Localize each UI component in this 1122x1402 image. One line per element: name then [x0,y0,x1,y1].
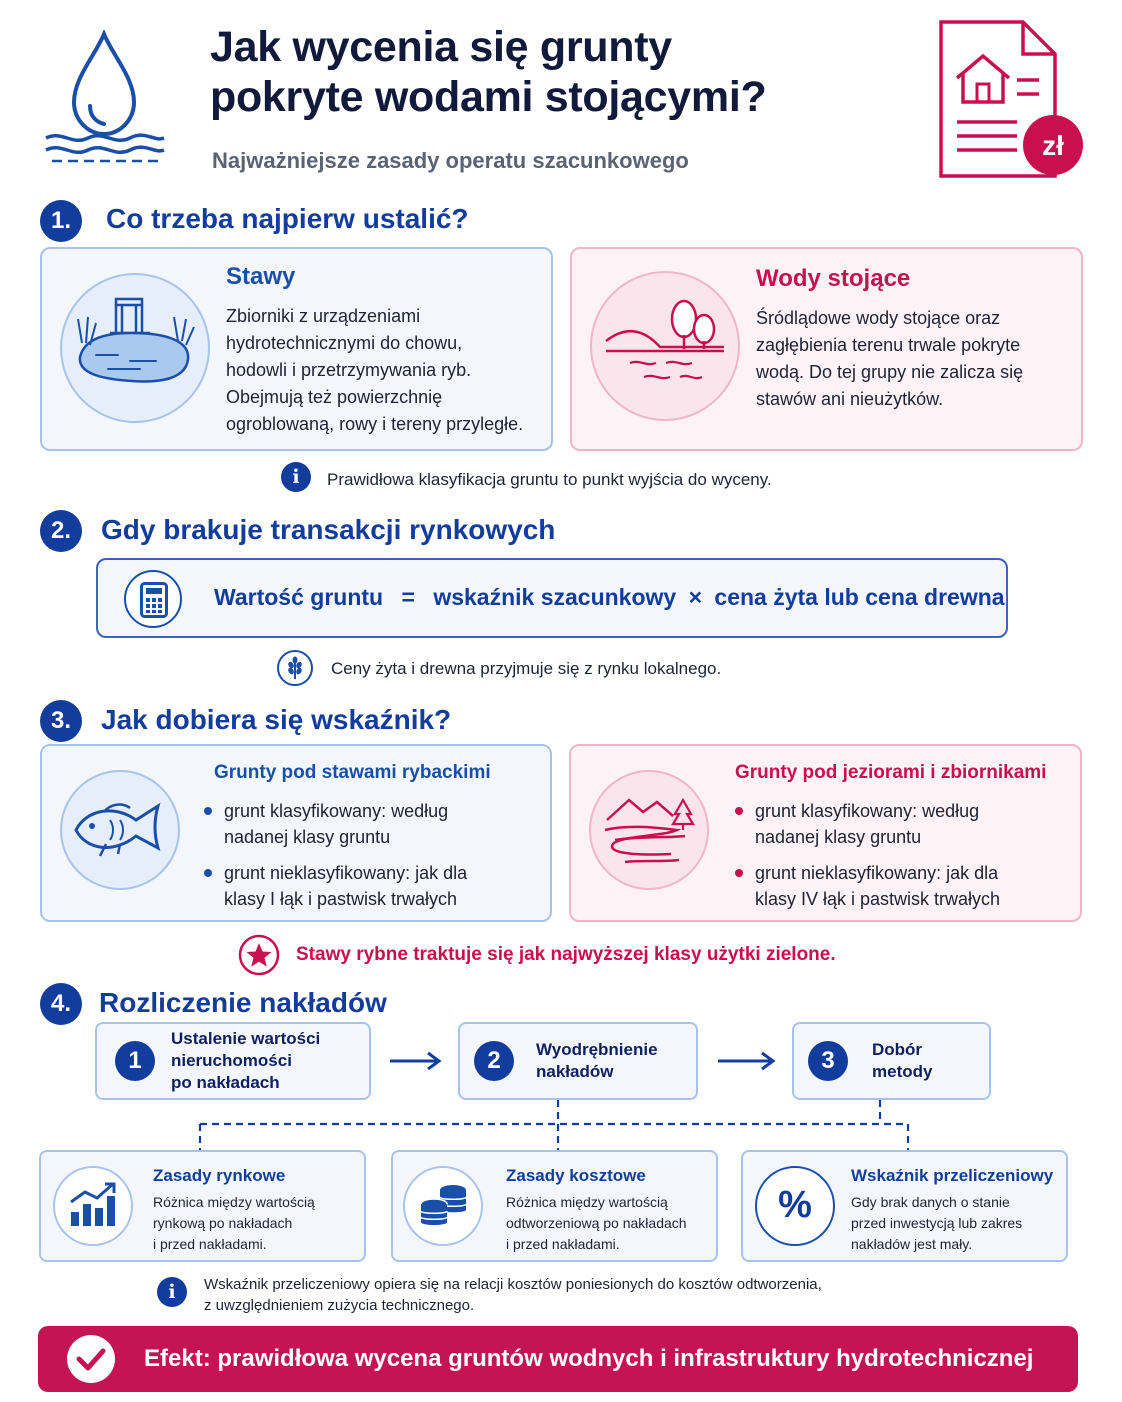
section1-note: Prawidłowa klasyfikacja gruntu to punkt wyjścia do wyceny. [327,470,772,489]
pond-icon [70,289,200,409]
method-title: Zasady rynkowe [153,1166,286,1185]
stawy-card [40,247,553,451]
section-number: 2. [40,510,82,552]
stawy-rybackie-card [40,744,552,922]
list-item: grunt klasyfikowany: według nadanej klasy gruntu [202,798,532,850]
fish-icon [70,796,170,866]
section-number: 4. [40,983,82,1025]
step-label: Dobór metody [872,1040,933,1081]
card-text: Śródlądowe wody stojące oraz zagłębienia terenu trwale pokryte wodą. Do tej grupy nie zalicza się stawów ani nieużytków. [756,308,1024,409]
card-text: Zbiorniki z urządzeniami hydrotechnicznymi do chowu, hodowli i przetrzymywania ryb. Obejmują też powierzchnię ogroblowaną, rowy i tereny przyległe. [226,306,524,434]
formula-box [96,558,1008,638]
list-item: grunt nieklasyfikowany: jak dla klasy IV łąk i pastwisk trwałych [733,860,1063,912]
card-title: Grunty pod jeziorami i zbiornikami [735,762,1047,783]
method-title: Zasady kosztowe [506,1166,646,1185]
calculator-icon [140,582,168,618]
effect-text: Efekt: prawidłowa wycena gruntów wodnych i infrastruktury hydrotechnicznej [144,1345,1034,1372]
method-text: Różnica między wartością rynkową po nakładach i przed nakładami. [153,1194,315,1252]
currency-badge: zł [1042,130,1064,161]
step-label: Wyodrębnienie nakładów [536,1040,658,1081]
section2-note: Ceny żyta i drewna przyjmuje się z rynku lokalnego. [331,659,722,678]
check-circle-icon [66,1334,116,1384]
step-2 [458,1022,698,1100]
step-1 [95,1022,371,1100]
page-subtitle: Najważniejsze zasady operatu szacunkowego [212,148,689,173]
section-number: 1. [40,200,82,242]
info-icon: i [281,462,311,492]
highlight-note: Stawy rybne traktuje się jak najwyższej klasy użytki zielone. [296,944,836,965]
arrow-right-icon [716,1050,778,1072]
mountain-lake-icon [599,790,699,870]
percent-icon: % [778,1184,812,1226]
card-title: Stawy [226,263,296,290]
method-card-cost [391,1150,718,1262]
star-icon [238,934,280,976]
section-title: Jak dobiera się wskaźnik? [101,704,452,735]
card-title: Wody stojące [756,265,911,292]
section-number: 3. [40,700,82,742]
method-title: Wskaźnik przeliczeniowy [851,1166,1054,1185]
list-item: grunt nieklasyfikowany: jak dla klasy I łąk i pastwisk trwałych [202,860,532,912]
list-item: grunt klasyfikowany: według nadanej klasy gruntu [733,798,1063,850]
section4-note: Wskaźnik przeliczeniowy opiera się na relacji kosztów poniesionych do kosztów odtworzenia, z uwzględnieniem zużycia technicznego. [204,1276,822,1314]
section-title: Co trzeba najpierw ustalić? [106,203,469,234]
jeziora-zbiorniki-card [569,744,1082,922]
chart-up-icon [67,1180,119,1228]
info-icon: i [157,1277,187,1307]
criteria-list [202,798,532,922]
page-title: Jak wycenia się grunty pokryte wodami stojącymi? [210,23,767,121]
step-3 [792,1022,991,1100]
step-number: 2 [474,1041,514,1081]
effect-banner [38,1326,1078,1392]
lake-tree-icon [600,289,730,409]
wheat-icon [286,656,304,680]
document-house-price-icon [935,18,1090,188]
method-card-market [39,1150,366,1262]
criteria-list [733,798,1063,922]
connector-lines [190,1100,920,1152]
step-number: 3 [808,1041,848,1081]
wody-stojace-card [570,247,1083,451]
arrow-right-icon [388,1050,444,1072]
coins-icon [417,1180,471,1230]
water-drop-icon [40,30,170,170]
method-text: Różnica między wartością odtworzeniową po nakładach i przed nakładami. [506,1194,687,1252]
card-title: Grunty pod stawami rybackimi [214,762,491,783]
formula-text: Wartość gruntu = wskaźnik szacunkowy × cena żyta lub cena drewna [214,584,1005,610]
step-label: Ustalenie wartości nieruchomości po nakładach [171,1029,321,1092]
section-title: Rozliczenie nakładów [99,987,387,1018]
step-number: 1 [115,1041,155,1081]
section-title: Gdy brakuje transakcji rynkowych [101,514,556,545]
method-card-ratio [741,1150,1068,1262]
method-text: Gdy brak danych o stanie przed inwestycją lub zakres nakładów jest mały. [851,1194,1023,1252]
